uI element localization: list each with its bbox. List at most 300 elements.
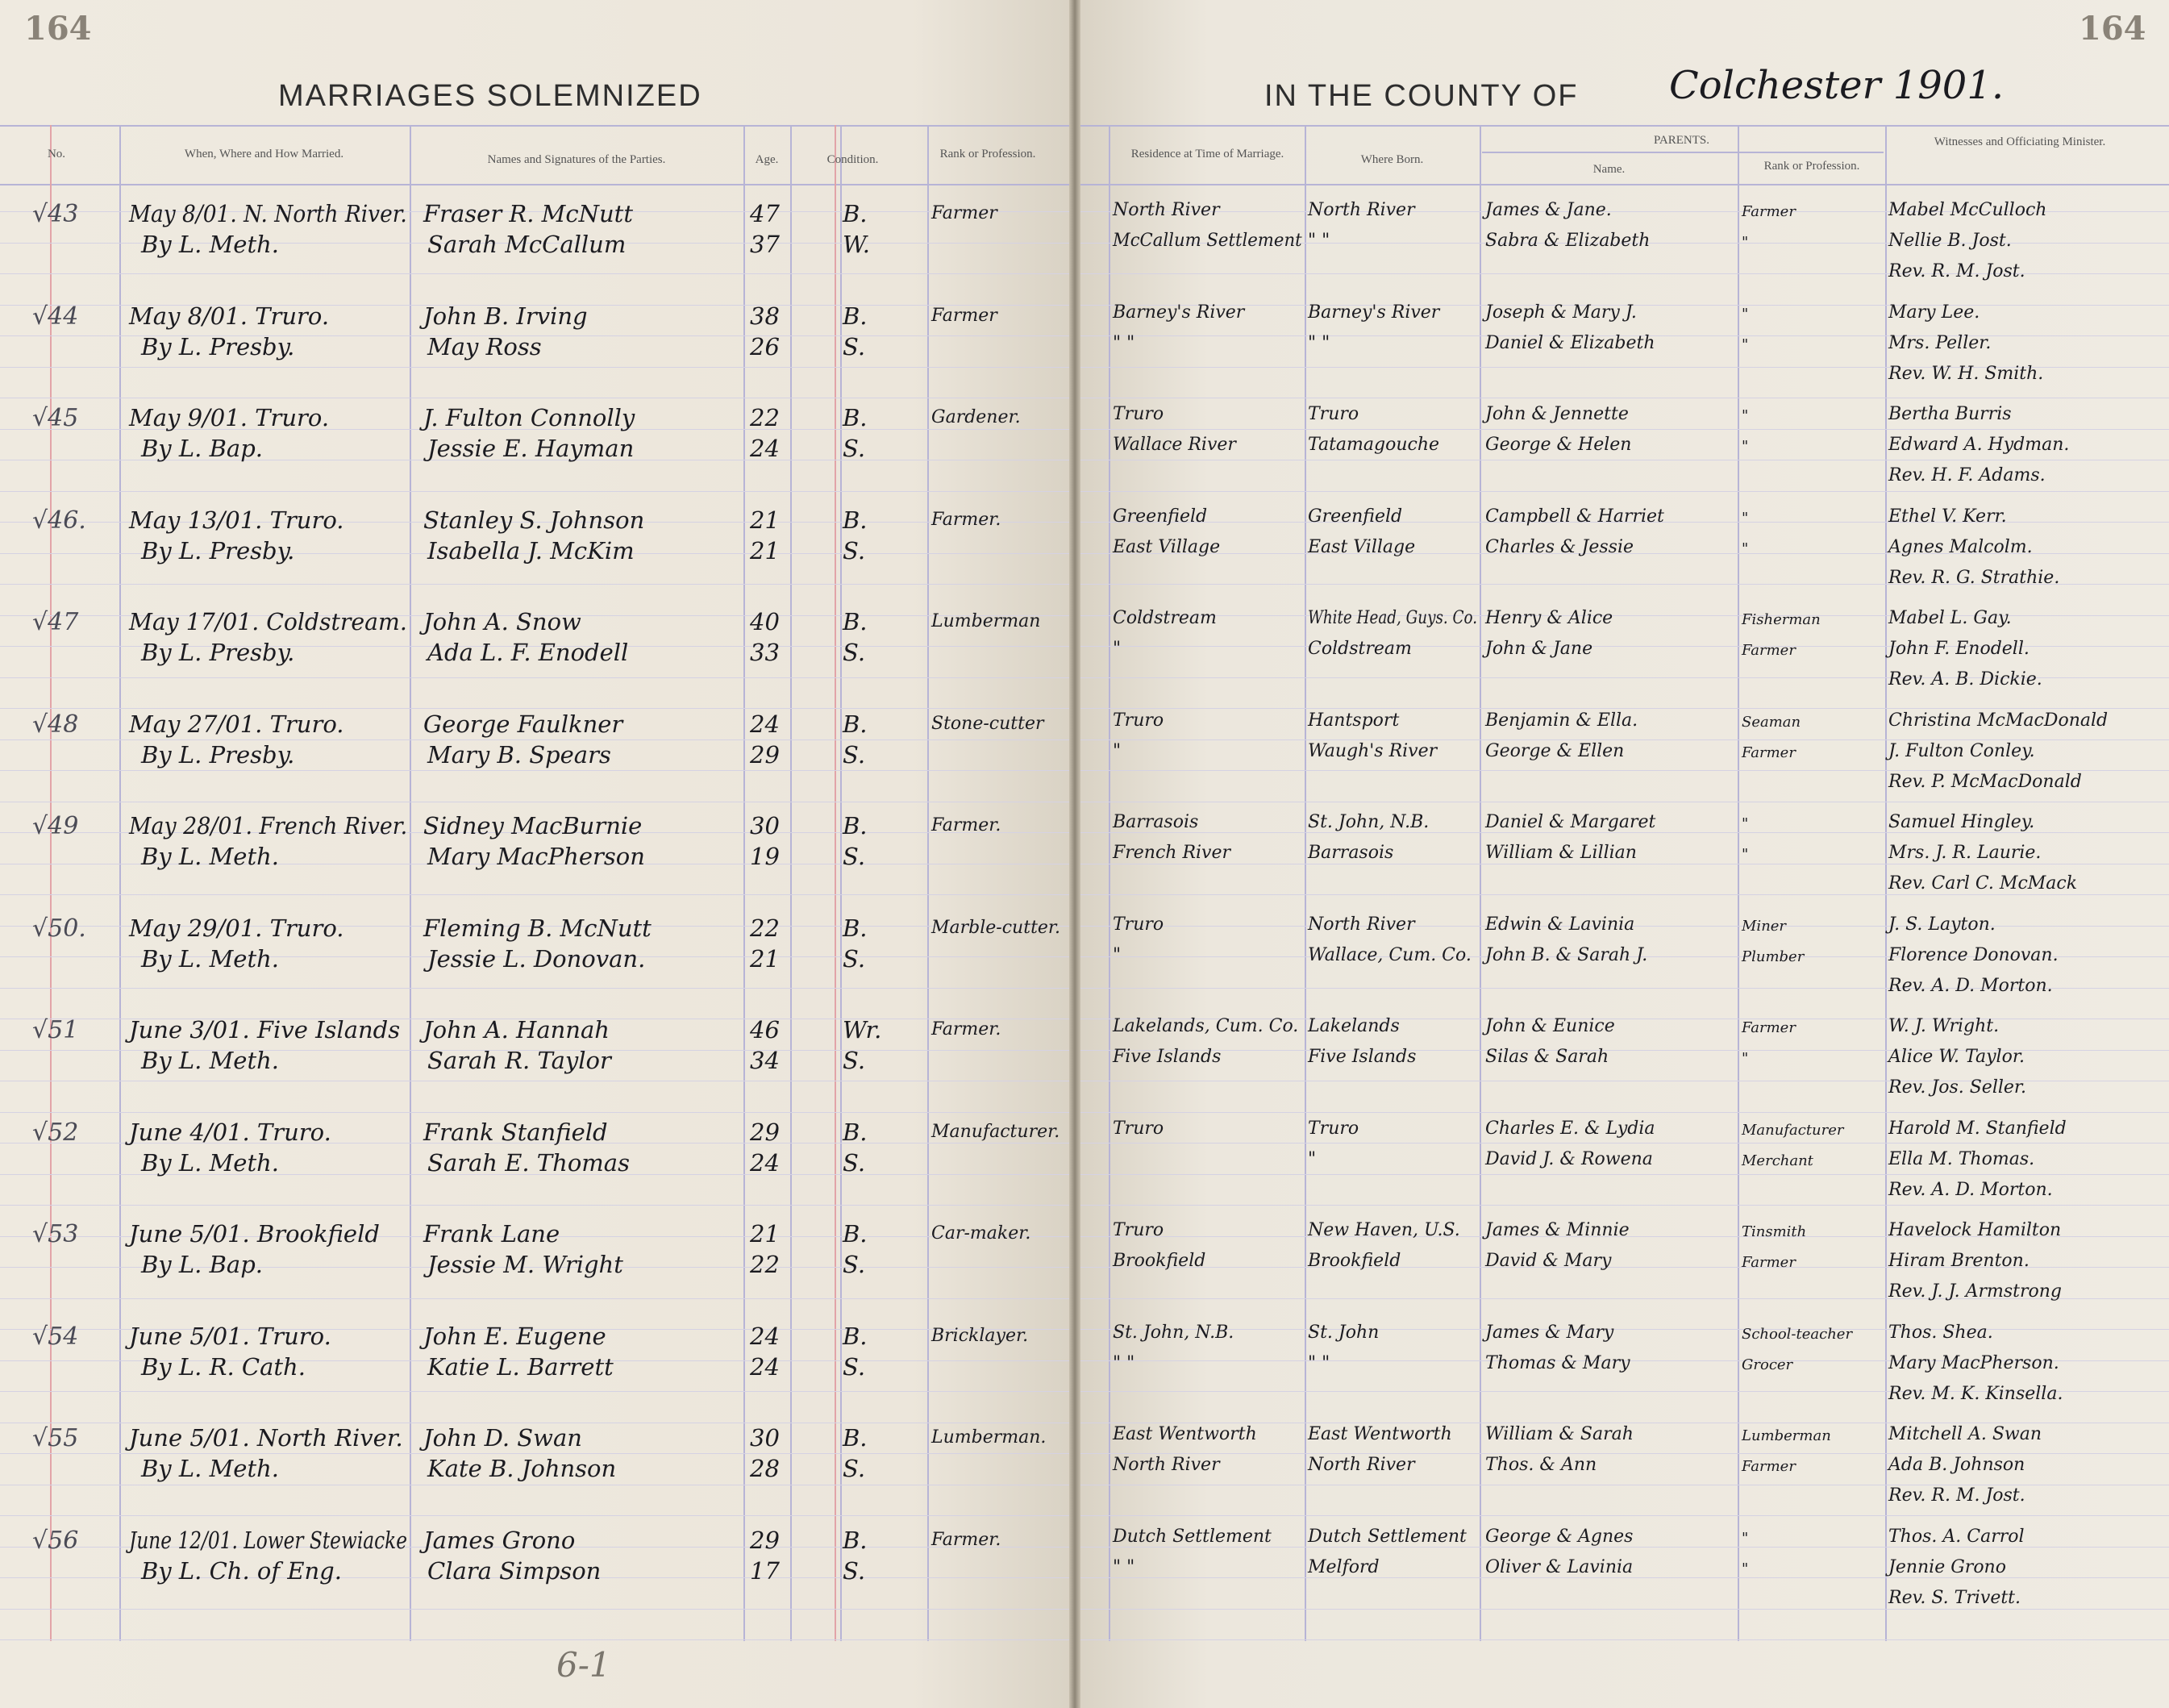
bride-parents-profession: Farmer (1742, 1254, 1796, 1271)
ruled-line (1080, 832, 2169, 833)
ruled-line (0, 677, 1069, 678)
groom-profession: Farmer. (931, 1529, 1001, 1550)
bride-parents: David J. & Rowena (1485, 1148, 1653, 1169)
bride-residence: " (1113, 944, 1122, 965)
groom-parents-profession: Fisherman (1742, 611, 1821, 628)
groom-age: 30 (750, 812, 780, 839)
groom-birthplace: St. John (1308, 1322, 1380, 1343)
witness-1: Bertha Burris (1888, 404, 2012, 424)
groom-name: George Faulkner (423, 710, 623, 738)
groom-birthplace: Greenfield (1308, 506, 1403, 527)
bride-residence: McCallum Settlement (1113, 231, 1302, 251)
column-rule (790, 125, 792, 1641)
ruled-line (1080, 1453, 2169, 1454)
bride-birthplace: " " (1308, 231, 1330, 251)
bride-age: 29 (750, 740, 780, 769)
entry-number: √44 (32, 302, 79, 331)
groom-parents: Henry & Alice (1485, 608, 1613, 628)
groom-condition: B. (843, 506, 868, 534)
ruled-line (0, 1205, 1069, 1206)
bride-name: May Ross (427, 332, 542, 360)
groom-name: Frank Lane (423, 1220, 560, 1248)
bride-name: Jessie L. Donovan. (427, 944, 646, 973)
bride-condition: S. (843, 1352, 866, 1381)
groom-profession: Farmer. (931, 815, 1001, 835)
ruled-line (1080, 1143, 2169, 1144)
when-where: June 5/01. Truro. (129, 1322, 331, 1350)
when-where: May 8/01. Truro. (129, 302, 330, 330)
groom-parents: George & Agnes (1485, 1526, 1634, 1547)
groom-profession: Marble-cutter. (931, 917, 1061, 938)
groom-age: 47 (750, 200, 780, 227)
bride-parents-profession: " (1742, 335, 1749, 353)
when-where: May 28/01. French River. (129, 812, 408, 839)
groom-age: 21 (750, 1220, 780, 1248)
groom-parents: Joseph & Mary J. (1485, 302, 1637, 323)
bride-residence: Five Islands (1113, 1047, 1222, 1067)
entry-number: √45 (32, 404, 79, 432)
groom-residence: Truro (1113, 710, 1164, 731)
ruled-line (1080, 1547, 2169, 1548)
bride-residence: " (1113, 740, 1122, 761)
groom-birthplace: Truro (1308, 1118, 1359, 1139)
bride-name: Jessie E. Hayman (427, 435, 635, 462)
groom-age: 21 (750, 506, 780, 534)
how-married: By L. Ch. of Eng. (141, 1556, 342, 1585)
groom-condition: B. (843, 1424, 868, 1452)
bride-parents-profession: Grocer (1742, 1356, 1793, 1373)
officiating-minister: Rev. A. D. Morton. (1888, 1179, 2053, 1200)
witness-1: Mary Lee. (1888, 302, 1980, 323)
bride-birthplace: Waugh's River (1308, 740, 1438, 761)
bride-condition: S. (843, 1455, 866, 1482)
heading-right: IN THE COUNTY OF (1264, 79, 1579, 113)
groom-residence: Barrasois (1113, 812, 1199, 832)
ruled-line (0, 491, 1069, 492)
bride-parents: David & Mary (1485, 1251, 1612, 1271)
bride-age: 17 (750, 1556, 780, 1585)
groom-age: 29 (750, 1526, 780, 1554)
bride-name: Isabella J. McKim (427, 536, 635, 564)
ruled-line (1080, 1174, 2169, 1175)
witness-2: Florence Donovan. (1888, 944, 2059, 965)
groom-parents-profession: Lumberman (1742, 1427, 1831, 1444)
ruled-line (1080, 1609, 2169, 1610)
margin-rule (50, 125, 52, 1641)
groom-parents: William & Sarah (1485, 1424, 1634, 1444)
groom-birthplace: Truro (1308, 404, 1359, 424)
when-where: June 5/01. North River. (129, 1424, 403, 1452)
bride-condition: S. (843, 1148, 866, 1177)
officiating-minister: Rev. Carl C. McMack (1888, 873, 2078, 894)
officiating-minister: Rev. S. Trivett. (1888, 1587, 2021, 1608)
bride-condition: S. (843, 1556, 866, 1585)
groom-profession: Lumberman (931, 611, 1041, 631)
bride-parents-profession: Plumber (1742, 948, 1805, 965)
groom-parents-profession: " (1742, 407, 1749, 424)
bride-parents-profession: Farmer (1742, 744, 1796, 761)
groom-parents-profession: " (1742, 1529, 1749, 1547)
column-rule (927, 125, 929, 1641)
book-gutter (1069, 0, 1080, 1708)
bride-parents: Thos. & Ann (1485, 1455, 1597, 1475)
groom-birthplace: St. John, N.B. (1308, 812, 1430, 832)
officiating-minister: Rev. W. H. Smith. (1888, 363, 2044, 384)
entry-number: √56 (32, 1526, 79, 1555)
entry-number: √53 (32, 1220, 79, 1248)
bride-parents: Silas & Sarah (1485, 1047, 1609, 1067)
bride-age: 24 (750, 1352, 780, 1381)
column-rule (1738, 125, 1739, 1641)
entry-number: √55 (32, 1424, 79, 1452)
groom-condition: B. (843, 1220, 868, 1248)
entry-number: √49 (32, 812, 79, 840)
ruled-line (1080, 1112, 2169, 1113)
bride-name: Clara Simpson (427, 1556, 602, 1585)
ruled-line (0, 988, 1069, 989)
column-rule (1885, 125, 1887, 1641)
ruled-line (1080, 894, 2169, 895)
groom-parents-profession: Farmer (1742, 1019, 1796, 1036)
groom-profession: Gardener. (931, 407, 1021, 427)
ruled-line (0, 273, 1069, 274)
ruled-line (1080, 708, 2169, 709)
margin-rule (835, 125, 836, 1641)
bride-parents: George & Helen (1485, 435, 1632, 455)
groom-name: J. Fulton Connolly (423, 404, 635, 431)
column-rule (1480, 125, 1481, 1641)
header-top-rule-right (1080, 125, 2169, 127)
how-married: By L. Bap. (141, 435, 263, 462)
column-rule (1109, 125, 1110, 1641)
bride-condition: S. (843, 740, 866, 769)
officiating-minister: Rev. A. B. Dickie. (1888, 669, 2042, 689)
bride-condition: W. (843, 231, 870, 258)
groom-name: Sidney MacBurnie (423, 812, 643, 839)
bride-age: 33 (750, 639, 780, 666)
groom-parents-profession: " (1742, 305, 1749, 323)
column-rule (410, 125, 411, 1641)
witness-1: Thos. Shea. (1888, 1322, 1993, 1343)
bride-name: Sarah E. Thomas (427, 1148, 630, 1177)
groom-residence: Truro (1113, 1118, 1164, 1139)
bride-condition: S. (843, 944, 866, 973)
groom-profession: Farmer. (931, 1019, 1001, 1039)
when-where: May 27/01. Truro. (129, 710, 344, 738)
bride-condition: S. (843, 1251, 866, 1278)
groom-parents: John & Eunice (1485, 1016, 1615, 1036)
bride-parents-profession: " (1742, 539, 1749, 557)
witness-2: Nellie B. Jost. (1888, 231, 2012, 251)
bride-condition: S. (843, 1047, 866, 1074)
groom-residence: Dutch Settlement (1113, 1526, 1272, 1547)
officiating-minister: Rev. A. D. Morton. (1888, 975, 2053, 996)
witness-1: Mabel McCulloch (1888, 200, 2047, 220)
ruled-line (0, 1639, 1069, 1640)
officiating-minister: Rev. R. G. Strathie. (1888, 567, 2060, 588)
bride-birthplace: Tatamagouche (1308, 435, 1440, 455)
bride-parents: Sabra & Elizabeth (1485, 231, 1651, 251)
bride-birthplace: Brookfield (1308, 1251, 1401, 1271)
col-header-parents-name: Name. (1592, 163, 1626, 176)
groom-age: 22 (750, 404, 780, 431)
how-married: By L. Meth. (141, 1455, 280, 1482)
groom-age: 29 (750, 1118, 780, 1146)
groom-residence: Truro (1113, 914, 1164, 935)
bride-residence: French River (1113, 843, 1231, 863)
groom-profession: Farmer (931, 203, 997, 223)
bride-parents-profession: " (1742, 438, 1749, 455)
bride-name: Sarah R. Taylor (427, 1047, 611, 1074)
page-number-left: 164 (24, 10, 92, 48)
groom-name: Fleming B. McNutt (423, 914, 652, 942)
witness-2: Hiram Brenton. (1888, 1251, 2030, 1271)
how-married: By L. Presby. (141, 639, 295, 666)
witness-1: J. S. Layton. (1888, 914, 1996, 935)
groom-parents: James & Jane. (1485, 200, 1612, 220)
header-top-rule-left (0, 125, 1069, 127)
bride-residence: " " (1113, 332, 1135, 353)
groom-profession: Farmer (931, 305, 997, 326)
witness-1: Samuel Hingley. (1888, 812, 2035, 832)
bride-birthplace: Melford (1308, 1556, 1380, 1577)
groom-residence: East Wentworth (1113, 1424, 1257, 1444)
groom-parents-profession: " (1742, 815, 1749, 832)
how-married: By L. Meth. (141, 1148, 280, 1177)
groom-condition: B. (843, 1118, 868, 1146)
ruled-line (0, 894, 1069, 895)
groom-name: John D. Swan (423, 1424, 582, 1452)
col-header-born: Where Born. (1360, 153, 1424, 166)
bride-age: 26 (750, 332, 780, 360)
witness-1: Mitchell A. Swan (1888, 1424, 2042, 1444)
witness-2: Ella M. Thomas. (1888, 1148, 2035, 1169)
groom-parents-profession: School-teacher (1742, 1325, 1853, 1343)
groom-profession: Stone-cutter (931, 713, 1044, 734)
entry-number: √48 (32, 710, 79, 739)
groom-birthplace: North River (1308, 914, 1415, 935)
officiating-minister: Rev. H. F. Adams. (1888, 465, 2046, 485)
groom-condition: B. (843, 608, 868, 635)
bride-parents-profession: Farmer (1742, 1458, 1796, 1475)
entry-number: √46. (32, 506, 86, 535)
bride-birthplace: North River (1308, 1455, 1415, 1475)
groom-parents-profession: Miner (1742, 917, 1787, 935)
groom-residence: Greenfield (1113, 506, 1208, 527)
groom-condition: B. (843, 200, 868, 227)
bride-parents-profession: " (1742, 1560, 1749, 1577)
when-where: May 8/01. N. North River. (129, 200, 407, 227)
groom-condition: B. (843, 710, 868, 738)
groom-residence: Truro (1113, 1220, 1164, 1240)
how-married: By L. Meth. (141, 1047, 280, 1074)
ruled-line (1080, 1515, 2169, 1516)
pencil-note: 6-1 (556, 1645, 611, 1685)
witness-1: Harold M. Stanfield (1888, 1118, 2067, 1139)
groom-birthplace: East Wentworth (1308, 1424, 1452, 1444)
bride-parents: William & Lillian (1485, 843, 1637, 863)
bride-parents: Thomas & Mary (1485, 1352, 1630, 1373)
ruled-line (1080, 1205, 2169, 1206)
bride-parents-profession: " (1742, 846, 1749, 863)
groom-condition: B. (843, 302, 868, 330)
bride-birthplace: " " (1308, 332, 1330, 353)
how-married: By L. Presby. (141, 536, 295, 564)
groom-age: 38 (750, 302, 780, 330)
groom-condition: B. (843, 1322, 868, 1350)
entry-number: √52 (32, 1118, 79, 1147)
ruled-line (1080, 491, 2169, 492)
how-married: By L. Presby. (141, 740, 295, 769)
groom-condition: Wr. (843, 1016, 882, 1044)
groom-condition: B. (843, 812, 868, 839)
how-married: By L. Presby. (141, 332, 295, 360)
column-rule (840, 125, 842, 1641)
how-married: By L. Meth. (141, 231, 280, 258)
groom-name: John A. Hannah (423, 1016, 610, 1044)
bride-parents-profession: Merchant (1742, 1152, 1813, 1169)
groom-age: 30 (750, 1424, 780, 1452)
bride-age: 19 (750, 843, 780, 870)
bride-age: 34 (750, 1047, 780, 1074)
how-married: By L. R. Cath. (141, 1352, 306, 1381)
groom-name: Frank Stanfield (423, 1118, 608, 1146)
ruled-line (0, 1391, 1069, 1392)
officiating-minister: Rev. R. M. Jost. (1888, 1485, 2025, 1506)
col-header-no: No. (47, 148, 66, 160)
bride-condition: S. (843, 332, 866, 360)
groom-parents: Daniel & Margaret (1485, 812, 1656, 832)
how-married: By L. Meth. (141, 843, 280, 870)
bride-residence: " (1113, 639, 1122, 659)
witness-2: Edward A. Hydman. (1888, 435, 2070, 455)
groom-profession: Farmer. (931, 509, 1001, 530)
groom-birthplace: Lakelands (1308, 1016, 1400, 1036)
col-header-rank: Rank or Profession. (939, 148, 1036, 160)
bride-parents-profession: Farmer (1742, 642, 1796, 659)
witness-1: Mabel L. Gay. (1888, 608, 2012, 628)
col-header-witnesses: Witnesses and Officiating Minister. (1934, 135, 2106, 148)
header-bottom-rule-right (1080, 184, 2169, 185)
bride-birthplace: Five Islands (1308, 1047, 1417, 1067)
bride-parents: Daniel & Elizabeth (1485, 332, 1655, 353)
groom-profession: Manufacturer. (931, 1121, 1060, 1142)
groom-birthplace: New Haven, U.S. (1308, 1220, 1460, 1240)
when-where: June 5/01. Brookfield (129, 1220, 380, 1248)
groom-age: 22 (750, 914, 780, 942)
groom-birthplace: North River (1308, 200, 1415, 220)
col-header-parents: PARENTS. (1653, 134, 1710, 147)
bride-residence: Brookfield (1113, 1251, 1206, 1271)
bride-parents-profession: " (1742, 234, 1749, 251)
groom-birthplace: Hantsport (1308, 710, 1400, 731)
when-where: May 29/01. Truro. (129, 914, 344, 942)
groom-age: 24 (750, 710, 780, 738)
bride-residence: " " (1113, 1556, 1135, 1577)
groom-birthplace: White Head, Guys. Co. (1308, 608, 1478, 628)
groom-residence: St. John, N.B. (1113, 1322, 1234, 1343)
groom-parents: Benjamin & Ella. (1485, 710, 1638, 731)
officiating-minister: Rev. M. K. Kinsella. (1888, 1383, 2063, 1404)
witness-2: Jennie Grono (1888, 1556, 2006, 1577)
when-where: May 17/01. Coldstream. (129, 608, 407, 635)
witness-2: John F. Enodell. (1888, 639, 2030, 659)
bride-residence: East Village (1113, 536, 1221, 557)
witness-2: Ada B. Johnson (1888, 1455, 2025, 1475)
column-rule (119, 125, 121, 1641)
witness-1: W. J. Wright. (1888, 1016, 2000, 1036)
groom-name: John E. Eugene (423, 1322, 606, 1350)
groom-profession: Bricklayer. (931, 1325, 1029, 1346)
officiating-minister: Rev. R. M. Jost. (1888, 261, 2025, 281)
bride-condition: S. (843, 536, 866, 564)
ruled-line (1080, 1639, 2169, 1640)
groom-parents-profession: Seaman (1742, 713, 1801, 731)
when-where: May 13/01. Truro. (129, 506, 344, 534)
bride-parents: John B. & Sarah J. (1485, 944, 1648, 965)
groom-name: Fraser R. McNutt (423, 200, 633, 227)
witness-2: Mrs. Peller. (1888, 332, 1992, 353)
bride-name: Katie L. Barrett (427, 1352, 614, 1381)
ruled-line (1080, 429, 2169, 430)
groom-condition: B. (843, 1526, 868, 1554)
when-where: June 3/01. Five Islands (129, 1016, 401, 1044)
bride-age: 21 (750, 536, 780, 564)
groom-name: James Grono (423, 1526, 576, 1554)
groom-residence: Coldstream (1113, 608, 1217, 628)
witness-1: Thos. A. Carrol (1888, 1526, 2025, 1547)
bride-condition: S. (843, 843, 866, 870)
witness-2: Mary MacPherson. (1888, 1352, 2059, 1373)
groom-name: John A. Snow (423, 608, 581, 635)
county-name: Colchester 1901. (1669, 63, 2005, 108)
groom-parents: James & Mary (1485, 1322, 1614, 1343)
bride-age: 28 (750, 1455, 780, 1482)
groom-condition: B. (843, 914, 868, 942)
ruled-line (1080, 1577, 2169, 1578)
groom-residence: Barney's River (1113, 302, 1245, 323)
ruled-line (0, 708, 1069, 709)
witness-2: Mrs. J. R. Laurie. (1888, 843, 2042, 863)
parents-sub-rule (1482, 152, 1884, 153)
groom-profession: Lumberman. (931, 1427, 1047, 1448)
groom-residence: Truro (1113, 404, 1164, 424)
ruled-line (1080, 1329, 2169, 1330)
header-bottom-rule-left (0, 184, 1069, 185)
ruled-line (0, 1515, 1069, 1516)
witness-1: Christina McMacDonald (1888, 710, 2109, 731)
col-header-names: Names and Signatures of the Parties. (487, 153, 666, 166)
entry-number: √50. (32, 914, 86, 943)
entry-number: √51 (32, 1016, 79, 1044)
officiating-minister: Rev. Jos. Seller. (1888, 1077, 2027, 1098)
bride-birthplace: Wallace, Cum. Co. (1308, 944, 1472, 965)
witness-1: Havelock Hamilton (1888, 1220, 2062, 1240)
groom-name: Stanley S. Johnson (423, 506, 645, 534)
witness-2: J. Fulton Conley. (1888, 740, 2035, 761)
groom-residence: Lakelands, Cum. Co. (1113, 1016, 1299, 1036)
ruled-line (0, 1298, 1069, 1299)
groom-birthplace: Barney's River (1308, 302, 1440, 323)
bride-parents: George & Ellen (1485, 740, 1625, 761)
groom-parents-profession: " (1742, 509, 1749, 527)
bride-age: 37 (750, 231, 780, 258)
ruled-line (0, 1609, 1069, 1610)
groom-residence: North River (1113, 200, 1220, 220)
bride-age: 22 (750, 1251, 780, 1278)
groom-age: 40 (750, 608, 780, 635)
ruled-line (0, 1453, 1069, 1454)
